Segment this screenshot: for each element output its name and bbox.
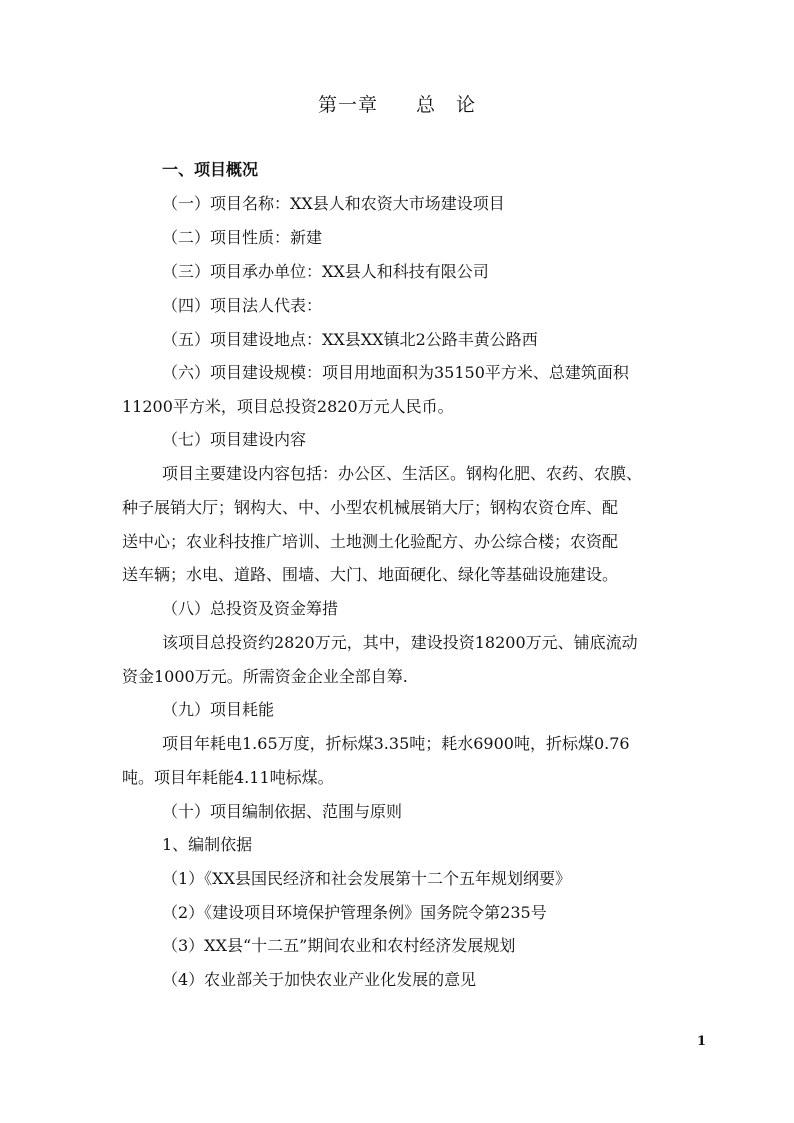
paragraph-line: 该项目总投资约2820万元，其中，建设投资18200万元、铺底流动 bbox=[162, 633, 638, 652]
paragraph-line: （八）总投资及资金筹措 bbox=[162, 599, 339, 618]
paragraph-line: （3）XX县“十二五”期间农业和农村经济发展规划 bbox=[162, 936, 516, 955]
paragraph-line: （二）项目性质：新建 bbox=[162, 228, 323, 247]
paragraph-line: 送中心；农业科技推广培训、土地测土化验配方、办公综合楼；农资配 bbox=[122, 532, 619, 551]
paragraph-line: 11200平方米，项目总投资2820万元人民币。 bbox=[122, 397, 454, 416]
paragraph-line: 项目主要建设内容包括：办公区、生活区。钢构化肥、农药、农膜、 bbox=[162, 464, 643, 483]
paragraph-line: 项目年耗电1.65万度，折标煤3.35吨；耗水6900吨，折标煤0.76 bbox=[162, 734, 630, 753]
paragraph-line: （六）项目建设规模：项目用地面积为35150平方米、总建筑面积 bbox=[162, 363, 629, 382]
paragraph-line: （九）项目耗能 bbox=[162, 700, 275, 719]
paragraph-line: 吨。项目年耗能4.11吨标煤。 bbox=[122, 768, 334, 787]
paragraph-line: （四）项目法人代表： bbox=[162, 296, 323, 315]
chapter-number: 第一章 bbox=[317, 94, 378, 116]
chapter-title bbox=[0, 90, 794, 117]
paragraph-line: 1、编制依据 bbox=[162, 835, 253, 854]
section-heading: 一、项目概况 bbox=[162, 160, 259, 179]
paragraph-line: （五）项目建设地点：XX县XX镇北2公路丰黄公路西 bbox=[162, 330, 538, 349]
paragraph-line: 资金1000万元。所需资金企业全部自筹. bbox=[122, 667, 408, 686]
paragraph-line: （一）项目名称：XX县人和农资大市场建设项目 bbox=[162, 194, 505, 213]
chapter-title-word-2: 论 bbox=[456, 94, 477, 116]
page-number: 1 bbox=[696, 1034, 706, 1049]
paragraph-line: （2）《建设项目环境保护管理条例》国务院令第235号 bbox=[162, 903, 547, 922]
paragraph-line: （4）农业部关于加快农业产业化发展的意见 bbox=[162, 970, 477, 989]
paragraph-line: 送车辆；水电、道路、围墙、大门、地面硬化、绿化等基础设施建设。 bbox=[122, 565, 619, 584]
paragraph-line: （十）项目编制依据、范围与原则 bbox=[162, 802, 403, 821]
paragraph-line: （1）《XX县国民经济和社会发展第十二个五年规划纲要》 bbox=[162, 869, 571, 888]
paragraph-line: 种子展销大厅；钢构大、中、小型农机械展销大厅；钢构农资仓库、配 bbox=[122, 498, 619, 517]
paragraph-line: （三）项目承办单位：XX县人和科技有限公司 bbox=[162, 262, 489, 281]
paragraph-line: （七）项目建设内容 bbox=[162, 430, 307, 449]
chapter-title-word-1: 总 bbox=[415, 94, 436, 116]
